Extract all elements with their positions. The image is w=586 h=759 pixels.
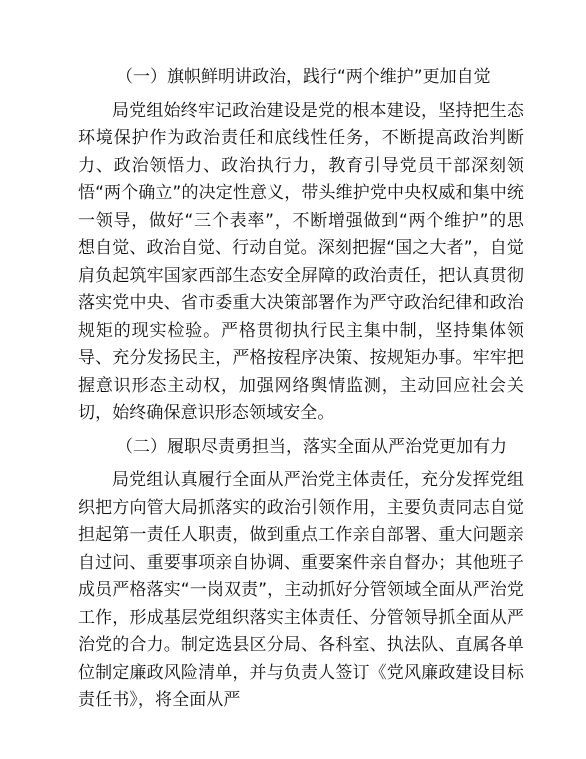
section-2-paragraph: 局党组认真履行全面从严治党主体责任，充分发挥党组织把方向管大局抓落实的政治引领作用，主要负责同志自觉担起第一责任人职责，做到重点工作亲自部署、重大问题亲自过问、重要事项亲自协调、重要案件亲自督办；其他班子成员严格落实“一岗双责”，主动抓好分管领域全面从严治党工作，形成基层党组织落实主体责任、分管领导抓全面从严治党的合力。制定选县区分局、各科室、执法队、直属各单位制定廉政风险清单，并与负责人签订《党风廉政建设目标责任书》，将全面从严 (78, 470, 524, 710)
section-2-heading: （二）履职尽责勇担当，落实全面从严治党更加有力 (116, 436, 507, 457)
section-1-heading: （一）旗帜鲜明讲政治，践行“两个维护”更加自觉 (116, 67, 491, 87)
section-1-paragraph: 局党组始终牢记政治建设是党的根本建设，坚持把生态环境保护作为政治责任和底线性任务，不断提高政治判断力、政治领悟力、政治执行力，教育引导党员干部深刻领悟“两个确立”的决定性意义，带头维护党中央权威和集中统一领导，做好“三个表率”，不断增强做到“两个维护”的思想自觉、政治自觉、行动自觉。深刻把握“国之大者”，自觉肩负起筑牢国家西部生态安全屏障的政治责任，把认真贯彻落实党中央、省市委重大决策部署作为严守政治纪律和政治规矩的现实检验。严格贯彻执行民主集中制，坚持集体领导、充分发扬民主，严格按程序决策、按规矩办事。牢牢把握意识形态主动权，加强网络舆情监测，主动回应社会关切，始终确保意识形态领域安全。 (78, 100, 524, 423)
document-body (78, 64, 524, 715)
